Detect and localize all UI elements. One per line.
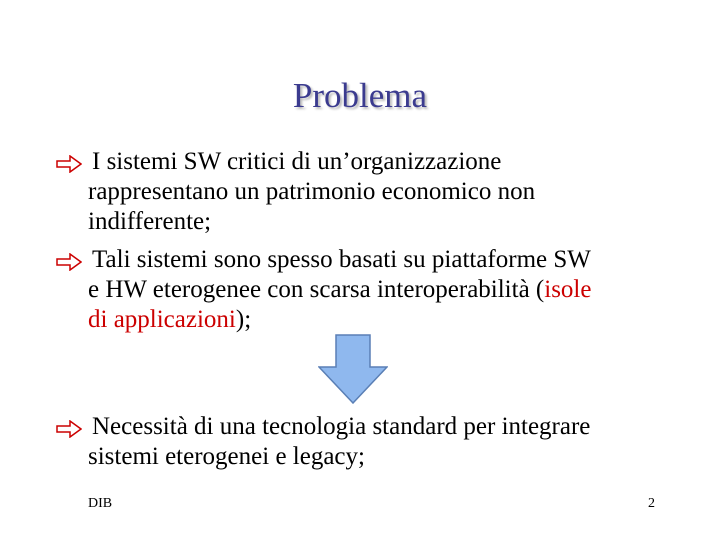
bullet-text	[56, 245, 676, 335]
bullet-arrow-icon	[56, 147, 82, 181]
footer-label: DIB	[88, 496, 113, 511]
bullet-arrow-icon	[56, 245, 82, 279]
bullet-text-segment: );	[235, 306, 252, 333]
slide-title: Problema	[292, 76, 428, 115]
bullet-line: rappresentano un patrimonio economico non	[88, 178, 536, 205]
bullet-arrow-icon	[56, 412, 82, 446]
bullet-text-segment: e HW eterogenee con scarsa interoperabilità (	[88, 276, 545, 303]
bullet-item	[56, 412, 676, 472]
bullet-line: Tali sistemi sono spesso basati su piattaforme SW	[92, 246, 591, 273]
highlighted-text: isole	[544, 276, 592, 303]
page-number: 2	[648, 496, 655, 511]
bullet-item	[56, 245, 676, 335]
bullet-text	[56, 147, 676, 237]
bullet-line	[88, 305, 676, 335]
bullet-line: Necessità di una tecnologia standard per integrare	[92, 413, 591, 440]
bullet-line: indifferente;	[88, 208, 212, 235]
bullet-line	[88, 275, 676, 305]
bullet-line: I sistemi SW critici di un’organizzazione	[92, 148, 502, 175]
down-arrow-icon	[318, 334, 388, 404]
bullet-line: sistemi eterogenei e legacy;	[88, 443, 365, 470]
bullet-item	[56, 147, 676, 237]
highlighted-text: di applicazioni	[88, 306, 236, 333]
bullet-text	[56, 412, 676, 472]
